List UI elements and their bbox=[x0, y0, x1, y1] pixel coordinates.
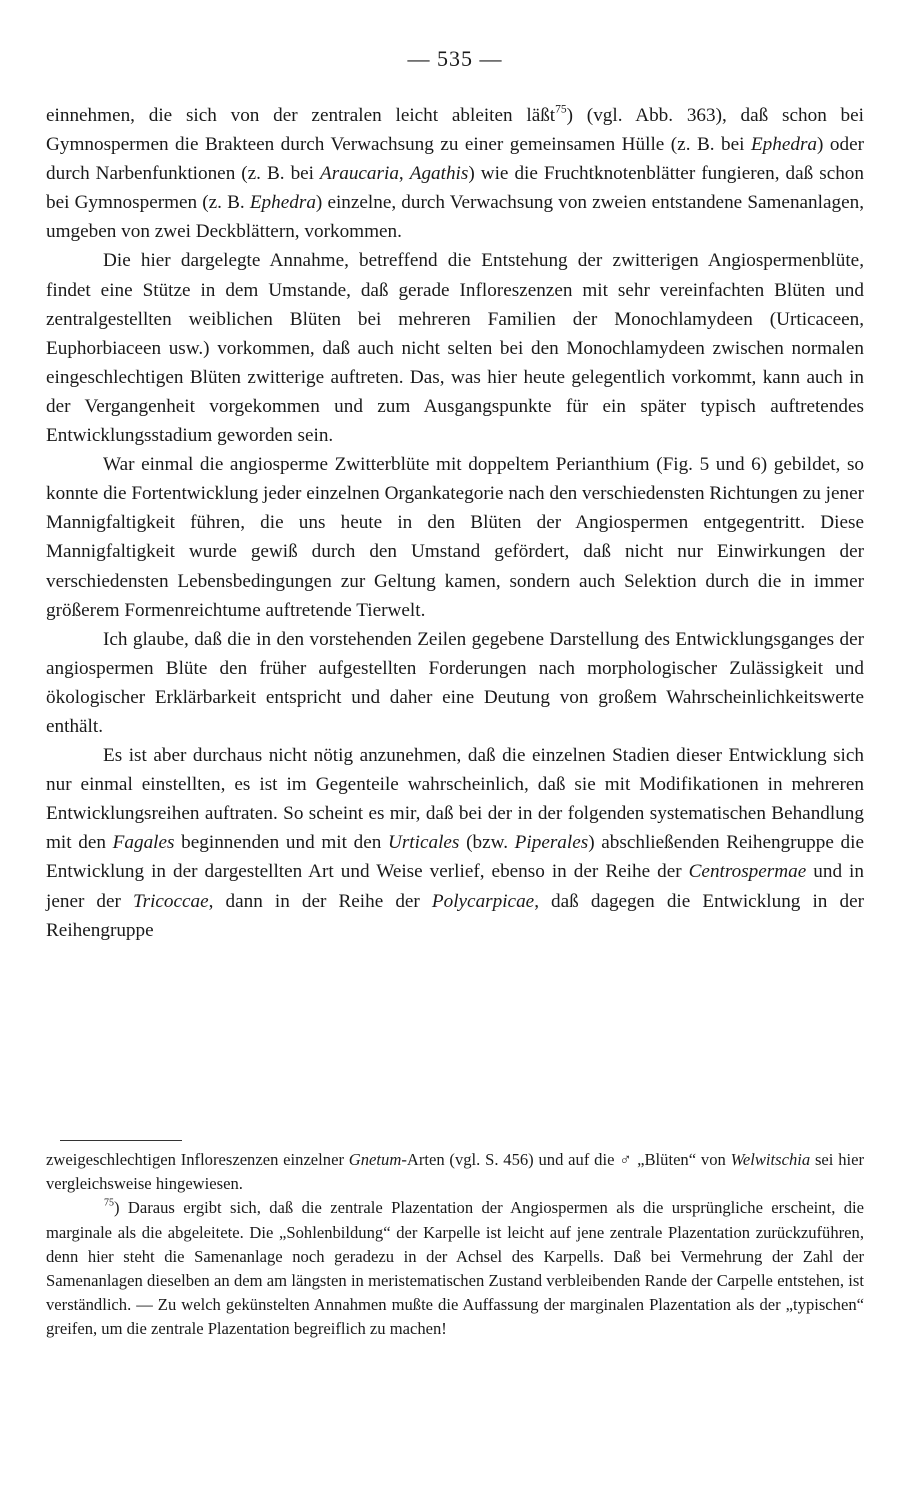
text-run: ) oder durch Narbenfunktionen (z. B. bei bbox=[46, 134, 864, 185]
italic-term: Ephedra bbox=[750, 134, 818, 156]
italic-term: Tricoccae bbox=[133, 890, 209, 912]
paragraph-2 bbox=[46, 246, 864, 450]
paragraph-4 bbox=[46, 625, 864, 741]
paragraph-5 bbox=[46, 741, 864, 945]
text-run: und in jener der bbox=[46, 861, 864, 912]
italic-term: Ephedra bbox=[249, 192, 316, 214]
page-number: — 535 — bbox=[407, 46, 503, 71]
text-run: Es ist aber durchaus nicht nötig anzunehmen, daß die einzelnen Stadien dieser Entwicklung sich nur einmal einstellten, es ist im Gegenteile wahrscheinlich, daß sie mit Modifikationen in mehreren Entwicklungsreihen auftraten. So scheint es mir, daß bei der in der folgenden systematischen Behandlung mit den bbox=[46, 745, 864, 854]
text-run: ) (vgl. Abb. 363), daß schon bei Gymnospermen die Brakteen durch Verwachsung zu einer gemeinsamen Hülle (z. B. bei bbox=[46, 105, 864, 156]
footnote-reference: 75 bbox=[104, 1197, 114, 1209]
footnote-reference: 75 bbox=[555, 103, 567, 116]
italic-term: Agathis bbox=[409, 163, 469, 185]
text-run: , daß dagegen die Entwicklung in der Reihengruppe bbox=[46, 890, 864, 941]
text-run: beginnenden und mit den bbox=[174, 832, 388, 854]
text-run: Die hier dargelegte Annahme, betreffend die Entstehung der zwitterigen Angiospermenblüte, findet eine Stütze in dem Umstande, daß gerade Infloreszenzen mit sehr vereinfachten Blüten und zentralgestellten weiblichen Blüten bei mehreren Familien der Monochlamydeen (Urticaceen, Euphorbiaceen usw.) vorkommen, daß auch nicht selten bei den Monochlamydeen zwischen normalen eingeschlechtigen Blüten zwitterige auftreten. Das, was hier heute gelegentlich vorkommt, kann auch in der Vergangenheit vorgekommen und zum Ausgangspunkte für ein später typisch auftretendes Entwicklungsstadium geworden sein. bbox=[46, 250, 864, 447]
paragraph-3 bbox=[46, 450, 864, 625]
footnote-1 bbox=[46, 1148, 864, 1196]
italic-term: Welwitschia bbox=[730, 1150, 811, 1169]
text-run: einnehmen, die sich von der zentralen leicht ableiten läßt bbox=[46, 105, 556, 126]
footnotes bbox=[46, 1148, 864, 1342]
text-run: ) einzelne, durch Verwachsung von zweien entstandene Samenanlagen, umgeben von zwei Deckblättern, vorkommen. bbox=[46, 192, 864, 243]
footnote-divider bbox=[60, 1140, 182, 1141]
text-run: ) Daraus ergibt sich, daß die zentrale Plazentation der Angiospermen als die ursprüngliche erscheint, die marginale als die abgeleitete. Die „Sohlenbildung“ der Karpelle ist leicht auf jene zentrale Plazentation zurückzuführen, denn hier steht die Samenanlage noch geradezu in der Achsel des Karpells. Daß bei Vermehrung der Zahl der Samenanlagen dieselben an dem am längsten in meristematischen Zustand verbleibenden Rande der Carpelle entstehen, ist verständlich. — Zu welch gekünstelten Annahmen mußte die Auffassung der marginalen Plazentation als der „typischen“ greifen, um die zentrale Plazentation begreiflich zu machen! bbox=[46, 1198, 864, 1339]
italic-term: Polycarpicae bbox=[431, 890, 535, 912]
italic-term: Araucaria bbox=[320, 163, 399, 185]
text-run: , bbox=[398, 163, 410, 185]
italic-term: Centrospermae bbox=[688, 861, 807, 883]
main-text bbox=[46, 101, 864, 945]
text-run: ) wie die Fruchtknotenblätter fungieren, daß schon bei Gymnospermen (z. B. bbox=[46, 163, 864, 214]
italic-term: Fagales bbox=[112, 832, 175, 854]
text-run: zweigeschlechtigen Infloreszenzen einzelner bbox=[46, 1150, 349, 1169]
footnote-2 bbox=[46, 1196, 864, 1341]
text-run: ) abschließenden Reihengruppe die Entwicklung in der dargestellten Art und Weise verlief, ebenso in der Reihe der bbox=[46, 832, 864, 883]
text-run: War einmal die angiosperme Zwitterblüte mit doppeltem Perianthium (Fig. 5 und 6) gebildet, so konnte die Fortentwicklung jeder einzelnen Organkategorie nach den verschiedensten Richtungen zu jener Mannigfaltigkeit führen, die uns heute in den Blüten der Angiospermen entgegentritt. Diese Mannigfaltigkeit wurde gewiß durch den Umstand gefördert, daß nicht nur Einwirkungen der verschiedensten Lebensbedingungen zur Geltung kamen, sondern auch Selektion durch die in immer größerem Formenreichtume auftretende Tierwelt. bbox=[46, 454, 864, 621]
italic-term: Piperales bbox=[514, 832, 589, 854]
paragraph-1 bbox=[46, 101, 864, 246]
text-run: -Arten (vgl. S. 456) und auf die ♂ „Blüten“ von bbox=[401, 1150, 731, 1169]
text-run: Ich glaube, daß die in den vorstehenden Zeilen gegebene Darstellung des Entwicklungsganges der angiospermen Blüte den früher aufgestellten Forderungen nach morphologischer Zulässigkeit und ökologischer Erklärbarkeit entspricht und daher eine Deutung von großem Wahrscheinlichkeitswerte enthält. bbox=[46, 628, 864, 737]
text-run: (bzw. bbox=[459, 832, 515, 854]
text-run: sei hier vergleichsweise hingewiesen. bbox=[46, 1150, 864, 1194]
italic-term: Urticales bbox=[387, 832, 460, 854]
text-run: , dann in der Reihe der bbox=[208, 890, 432, 912]
italic-term: Gnetum bbox=[348, 1150, 402, 1169]
